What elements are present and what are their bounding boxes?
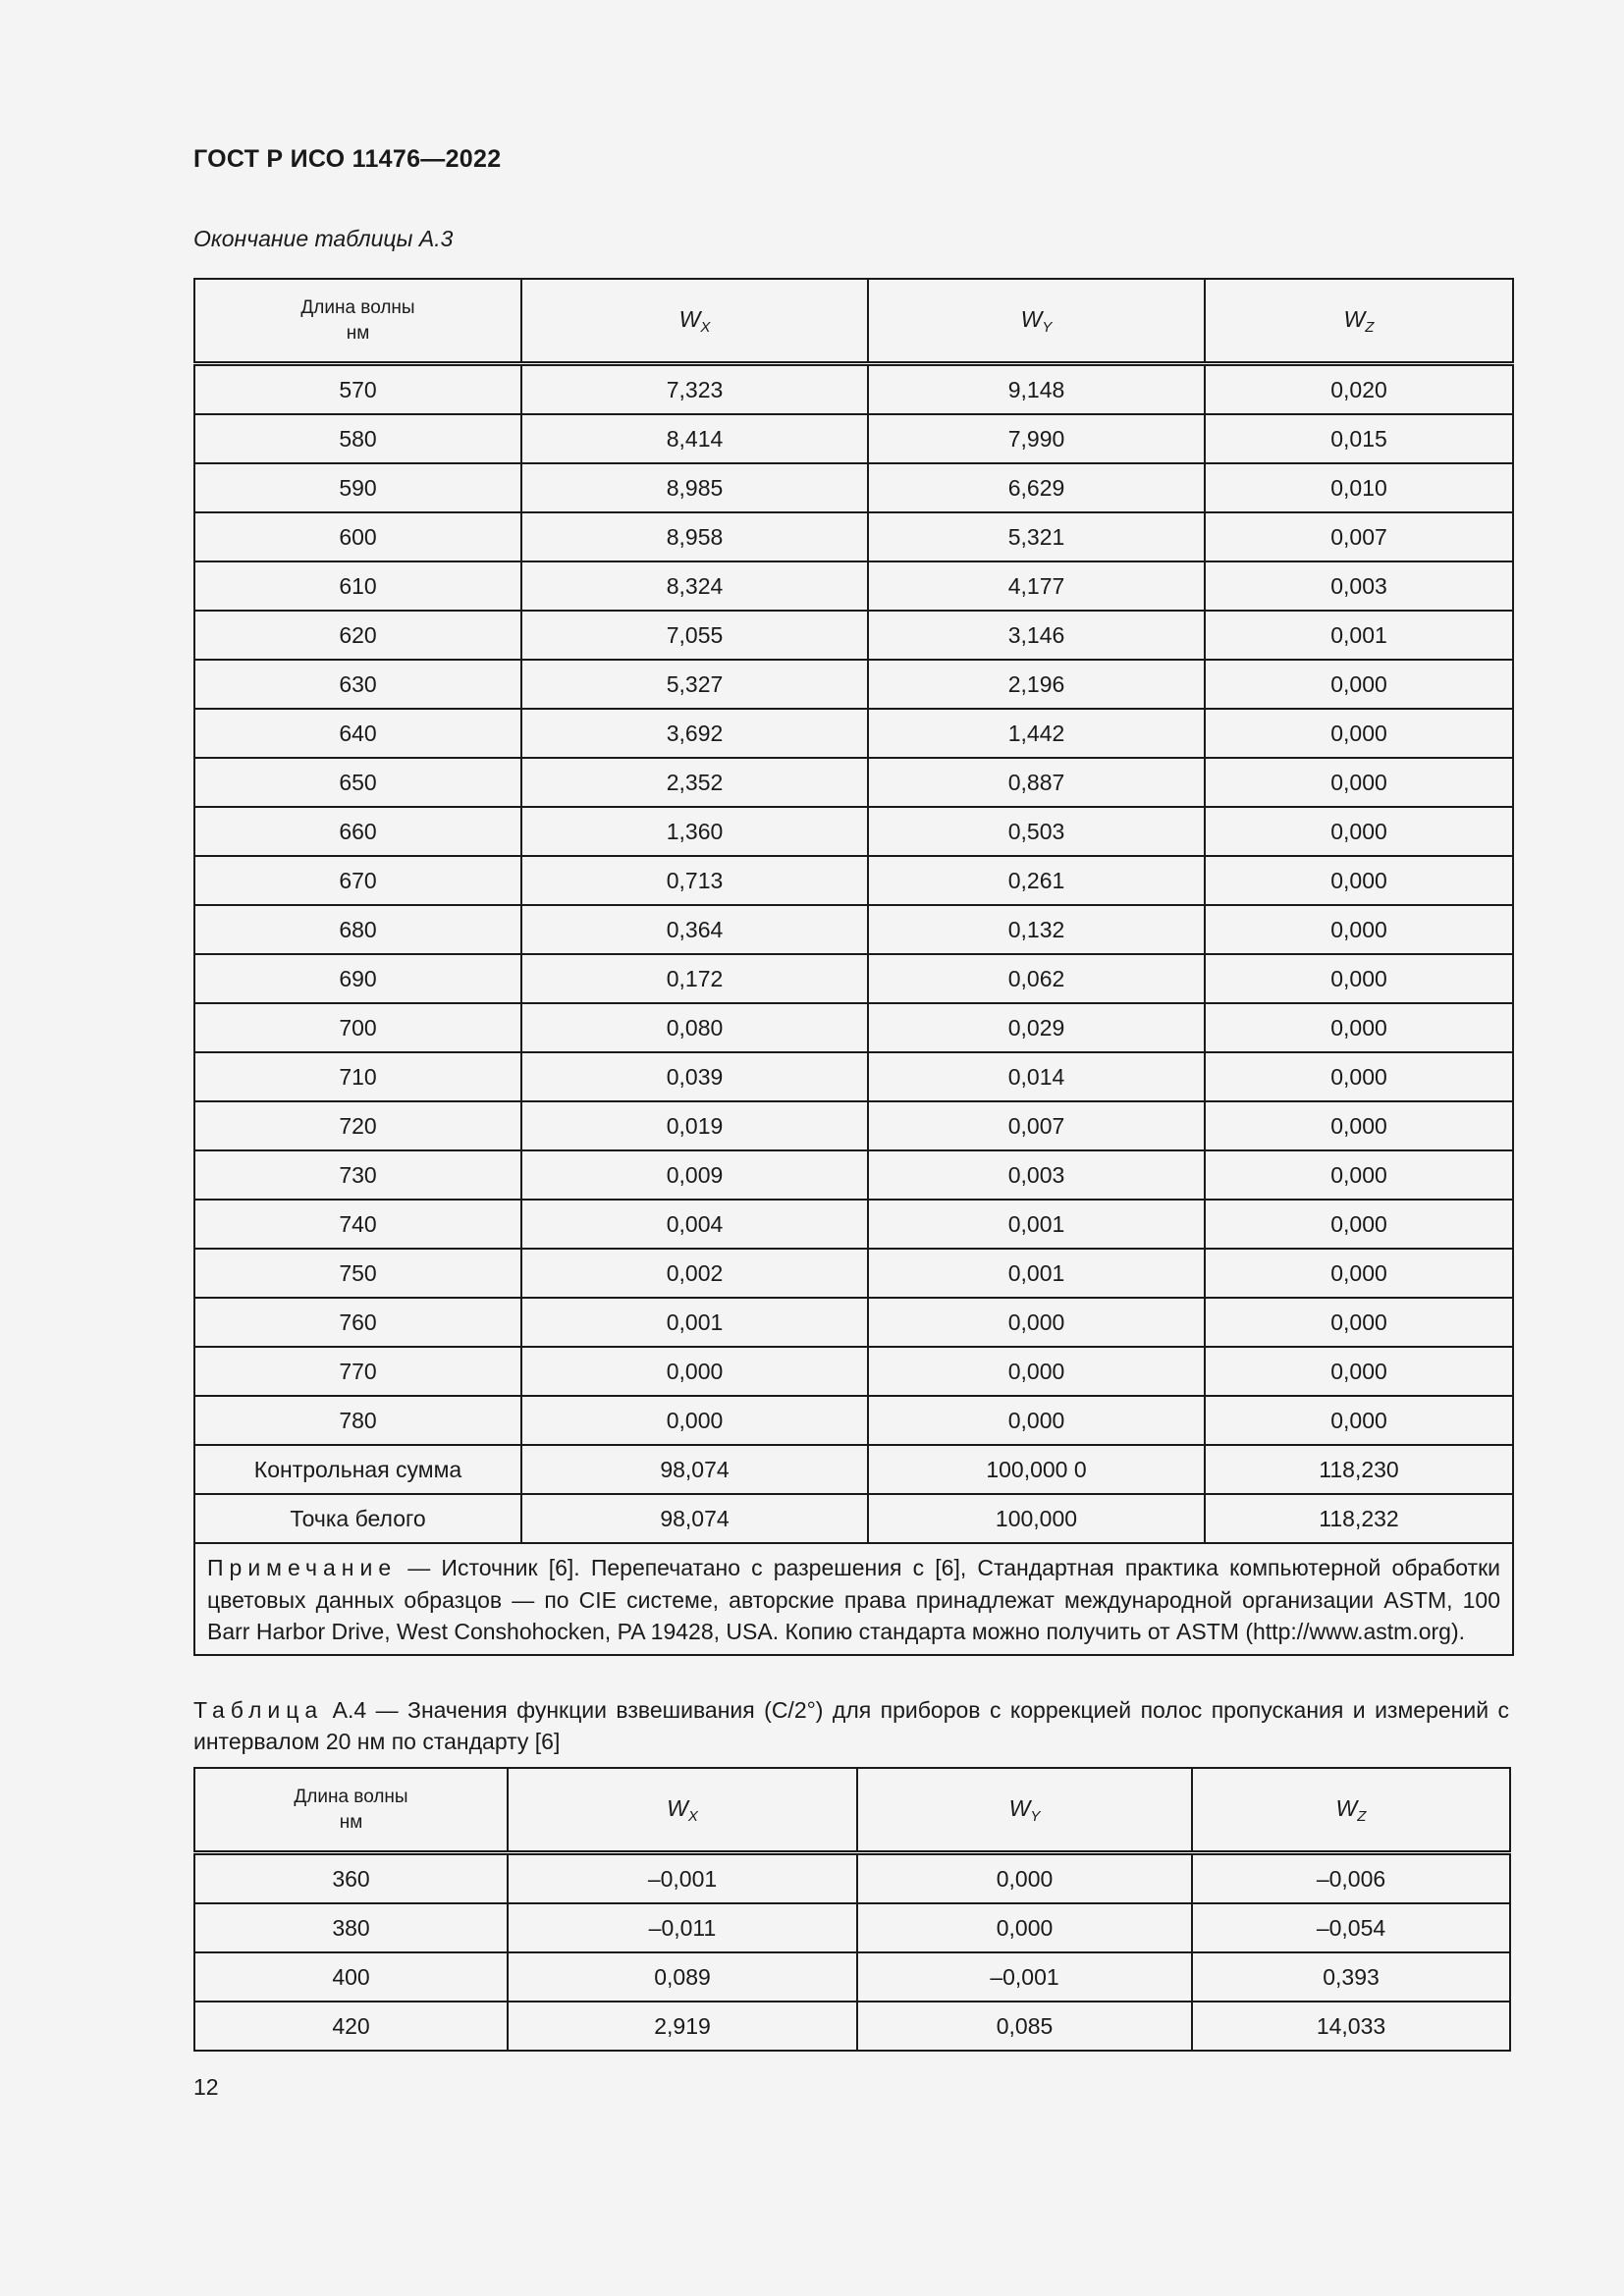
- cell-wx: 98,074: [521, 1494, 868, 1543]
- cell-wz: 0,000: [1205, 1101, 1513, 1150]
- column-header-wy-symbol: W: [1020, 305, 1043, 332]
- table-a3: [193, 278, 1514, 1656]
- cell-wx: 2,919: [508, 2002, 857, 2051]
- cell-wx: 7,055: [521, 611, 868, 660]
- cell-wavelength: 380: [194, 1903, 508, 1952]
- table-note: [194, 1543, 1513, 1655]
- cell-wx: 0,172: [521, 954, 868, 1003]
- cell-wavelength: 770: [194, 1347, 521, 1396]
- cell-wz: 0,393: [1192, 1952, 1510, 2002]
- table-row: [194, 414, 1513, 463]
- cell-wavelength: 740: [194, 1200, 521, 1249]
- cell-wavelength: 600: [194, 512, 521, 561]
- table-row: [194, 1445, 1513, 1494]
- column-header-wy-subscript: Y: [1042, 318, 1053, 336]
- cell-wz: 0,000: [1205, 1396, 1513, 1445]
- cell-wz: 0,000: [1205, 1003, 1513, 1052]
- column-header-wavelength: [194, 279, 521, 364]
- cell-wy: 0,003: [868, 1150, 1205, 1200]
- cell-wz: 0,007: [1205, 512, 1513, 561]
- cell-wavelength: Контрольная сумма: [194, 1445, 521, 1494]
- cell-wy: 0,007: [868, 1101, 1205, 1150]
- cell-wy: 0,001: [868, 1200, 1205, 1249]
- column-header-wy-subscript: Y: [1030, 1807, 1041, 1825]
- cell-wx: 0,000: [521, 1347, 868, 1396]
- table-row: [194, 2002, 1510, 2051]
- cell-wavelength: 710: [194, 1052, 521, 1101]
- column-header-wavelength-label: Длина волны: [300, 296, 415, 318]
- column-header-wx: [521, 279, 868, 364]
- cell-wz: 0,015: [1205, 414, 1513, 463]
- table-row: [194, 856, 1513, 905]
- cell-wx: 2,352: [521, 758, 868, 807]
- cell-wz: 0,001: [1205, 611, 1513, 660]
- cell-wavelength: 650: [194, 758, 521, 807]
- cell-wy: 1,442: [868, 709, 1205, 758]
- cell-wz: 0,010: [1205, 463, 1513, 512]
- cell-wz: 0,000: [1205, 954, 1513, 1003]
- cell-wx: 0,713: [521, 856, 868, 905]
- cell-wy: 9,148: [868, 364, 1205, 415]
- column-header-wx-symbol: W: [678, 305, 701, 332]
- cell-wz: 0,000: [1205, 1347, 1513, 1396]
- column-header-wx: [508, 1768, 857, 1853]
- cell-wy: 0,001: [868, 1249, 1205, 1298]
- cell-wy: 0,014: [868, 1052, 1205, 1101]
- column-header-wy-symbol: W: [1008, 1794, 1031, 1821]
- cell-wx: 0,364: [521, 905, 868, 954]
- table-row: [194, 1052, 1513, 1101]
- cell-wavelength: 690: [194, 954, 521, 1003]
- table-row: [194, 1853, 1510, 1904]
- cell-wavelength: 630: [194, 660, 521, 709]
- table-a4-caption-label: Таблица: [193, 1697, 324, 1723]
- table-a3-continuation-caption: Окончание таблицы А.3: [193, 226, 454, 251]
- cell-wavelength: 700: [194, 1003, 521, 1052]
- cell-wz: 0,000: [1205, 1052, 1513, 1101]
- cell-wy: –0,001: [857, 1952, 1192, 2002]
- cell-wz: 0,000: [1205, 758, 1513, 807]
- cell-wavelength: Точка белого: [194, 1494, 521, 1543]
- cell-wz: 118,230: [1205, 1445, 1513, 1494]
- cell-wy: 0,000: [868, 1396, 1205, 1445]
- table-row: [194, 463, 1513, 512]
- cell-wx: 8,985: [521, 463, 868, 512]
- cell-wy: 0,000: [868, 1347, 1205, 1396]
- table-row: [194, 954, 1513, 1003]
- cell-wx: 0,000: [521, 1396, 868, 1445]
- cell-wz: 0,000: [1205, 660, 1513, 709]
- cell-wavelength: 730: [194, 1150, 521, 1200]
- cell-wy: 0,029: [868, 1003, 1205, 1052]
- cell-wy: 0,132: [868, 905, 1205, 954]
- cell-wy: 6,629: [868, 463, 1205, 512]
- cell-wy: 0,000: [868, 1298, 1205, 1347]
- cell-wz: –0,006: [1192, 1853, 1510, 1904]
- cell-wavelength: 620: [194, 611, 521, 660]
- cell-wx: 0,001: [521, 1298, 868, 1347]
- table-row: [194, 1003, 1513, 1052]
- cell-wx: 7,323: [521, 364, 868, 415]
- document-header-title: ГОСТ Р ИСО 11476—2022: [193, 145, 502, 173]
- cell-wy: 100,000 0: [868, 1445, 1205, 1494]
- cell-wavelength: 750: [194, 1249, 521, 1298]
- cell-wy: 0,887: [868, 758, 1205, 807]
- cell-wavelength: 420: [194, 2002, 508, 2051]
- cell-wz: 118,232: [1205, 1494, 1513, 1543]
- table-row: [194, 1952, 1510, 2002]
- cell-wy: 4,177: [868, 561, 1205, 611]
- cell-wavelength: 360: [194, 1853, 508, 1904]
- column-header-wx-symbol: W: [667, 1794, 688, 1821]
- table-note-row: [194, 1543, 1513, 1655]
- column-header-wz: [1192, 1768, 1510, 1853]
- cell-wx: –0,001: [508, 1853, 857, 1904]
- cell-wz: 0,000: [1205, 856, 1513, 905]
- table-row: [194, 512, 1513, 561]
- cell-wx: 8,414: [521, 414, 868, 463]
- cell-wz: 0,020: [1205, 364, 1513, 415]
- cell-wavelength: 760: [194, 1298, 521, 1347]
- cell-wavelength: 780: [194, 1396, 521, 1445]
- table-row: [194, 660, 1513, 709]
- cell-wy: 0,062: [868, 954, 1205, 1003]
- cell-wy: 0,000: [857, 1853, 1192, 1904]
- cell-wz: 0,000: [1205, 807, 1513, 856]
- table-row: [194, 1150, 1513, 1200]
- cell-wavelength: 640: [194, 709, 521, 758]
- column-header-wavelength-unit: нм: [346, 322, 370, 344]
- table-header-row: [194, 279, 1513, 364]
- table-a3-body: [194, 364, 1513, 1544]
- cell-wavelength: 660: [194, 807, 521, 856]
- column-header-wavelength-unit: нм: [339, 1811, 363, 1833]
- table-row: [194, 1298, 1513, 1347]
- table-row: [194, 905, 1513, 954]
- table-header-row: [194, 1768, 1510, 1853]
- table-row: [194, 807, 1513, 856]
- cell-wy: 3,146: [868, 611, 1205, 660]
- cell-wavelength: 720: [194, 1101, 521, 1150]
- cell-wx: 1,360: [521, 807, 868, 856]
- column-header-wx-subscript: X: [700, 318, 711, 336]
- cell-wx: 5,327: [521, 660, 868, 709]
- cell-wy: 0,503: [868, 807, 1205, 856]
- cell-wy: 2,196: [868, 660, 1205, 709]
- page-number: 12: [193, 2074, 219, 2100]
- table-row: [194, 1347, 1513, 1396]
- cell-wx: 0,019: [521, 1101, 868, 1150]
- cell-wx: 98,074: [521, 1445, 868, 1494]
- table-row: [194, 364, 1513, 415]
- cell-wavelength: 670: [194, 856, 521, 905]
- column-header-wz-symbol: W: [1343, 305, 1366, 332]
- cell-wz: 0,000: [1205, 1200, 1513, 1249]
- table-row: [194, 1494, 1513, 1543]
- cell-wx: 8,324: [521, 561, 868, 611]
- cell-wavelength: 580: [194, 414, 521, 463]
- table-a4: [193, 1767, 1511, 2052]
- cell-wz: 0,000: [1205, 1298, 1513, 1347]
- table-row: [194, 1200, 1513, 1249]
- column-header-wz-symbol: W: [1335, 1794, 1358, 1821]
- cell-wy: 0,085: [857, 2002, 1192, 2051]
- cell-wx: 3,692: [521, 709, 868, 758]
- column-header-wavelength: [194, 1768, 508, 1853]
- cell-wx: 0,039: [521, 1052, 868, 1101]
- cell-wx: 0,002: [521, 1249, 868, 1298]
- table-a4-caption-text: А.4 — Значения функции взвешивания (С/2°) для приборов с коррекцией полос пропускания и измерений с интервалом 20 нм по стандарту [6]: [193, 1697, 1509, 1754]
- cell-wy: 5,321: [868, 512, 1205, 561]
- cell-wx: 8,958: [521, 512, 868, 561]
- cell-wy: 100,000: [868, 1494, 1205, 1543]
- cell-wx: –0,011: [508, 1903, 857, 1952]
- cell-wx: 0,089: [508, 1952, 857, 2002]
- cell-wy: 0,000: [857, 1903, 1192, 1952]
- cell-wx: 0,080: [521, 1003, 868, 1052]
- table-a4-body: [194, 1853, 1510, 2052]
- cell-wz: 0,000: [1205, 709, 1513, 758]
- cell-wz: –0,054: [1192, 1903, 1510, 1952]
- column-header-wavelength-label: Длина волны: [294, 1786, 408, 1807]
- table-row: [194, 1903, 1510, 1952]
- cell-wz: 0,000: [1205, 1150, 1513, 1200]
- cell-wx: 0,004: [521, 1200, 868, 1249]
- column-header-wz-subscript: Z: [1357, 1807, 1367, 1825]
- table-row: [194, 758, 1513, 807]
- cell-wz: 0,003: [1205, 561, 1513, 611]
- column-header-wz-subscript: Z: [1365, 318, 1375, 336]
- column-header-wy: [857, 1768, 1192, 1853]
- table-row: [194, 709, 1513, 758]
- cell-wavelength: 400: [194, 1952, 508, 2002]
- column-header-wx-subscript: X: [687, 1807, 698, 1825]
- cell-wavelength: 590: [194, 463, 521, 512]
- cell-wy: 0,261: [868, 856, 1205, 905]
- table-row: [194, 611, 1513, 660]
- column-header-wz: [1205, 279, 1513, 364]
- cell-wz: 0,000: [1205, 1249, 1513, 1298]
- table-row: [194, 561, 1513, 611]
- table-row: [194, 1249, 1513, 1298]
- cell-wx: 0,009: [521, 1150, 868, 1200]
- table-a4-caption: [193, 1694, 1509, 1757]
- table-note-text: — Источник [6]. Перепечатано с разрешения с [6], Стандартная практика компьютерной обработки цветовых данных образцов — по CIE системе, авторские права принадлежат международной организации ASTM, 100 Barr Harbor Drive, West Conshohocken, PA 19428, USA. Копию стандарта можно получить от ASTM (http://www.astm.org).: [207, 1555, 1500, 1644]
- table-row: [194, 1101, 1513, 1150]
- cell-wz: 0,000: [1205, 905, 1513, 954]
- table-note-label: Примечание: [207, 1555, 398, 1580]
- cell-wavelength: 570: [194, 364, 521, 415]
- cell-wavelength: 610: [194, 561, 521, 611]
- cell-wz: 14,033: [1192, 2002, 1510, 2051]
- cell-wy: 7,990: [868, 414, 1205, 463]
- column-header-wy: [868, 279, 1205, 364]
- table-row: [194, 1396, 1513, 1445]
- cell-wavelength: 680: [194, 905, 521, 954]
